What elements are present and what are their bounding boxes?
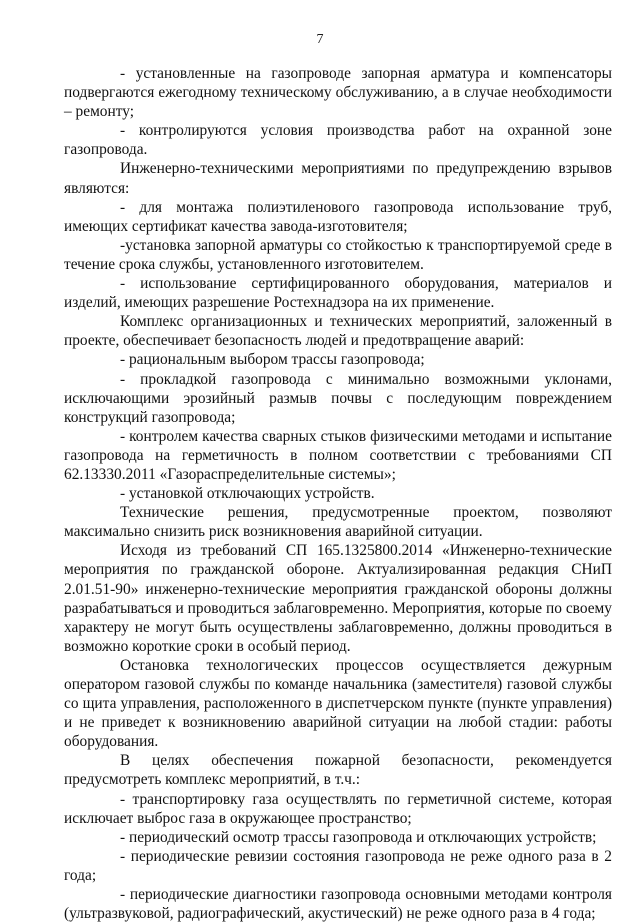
paragraph: Комплекс организационных и технических мероприятий, заложенный в проекте, обеспечивает безопасность людей и предотвращение аварий: bbox=[64, 313, 612, 350]
document-body bbox=[64, 64, 612, 923]
paragraph: Инженерно-техническими мероприятиями по предупреждению взрывов являются: bbox=[64, 160, 612, 197]
paragraph: В целях обеспечения пожарной безопасности, рекомендуется предусмотреть комплекс мероприятий, в т.ч.: bbox=[64, 752, 612, 789]
page-number: 7 bbox=[316, 32, 324, 47]
paragraph: - транспортировку газа осуществлять по герметичной системе, которая исключает выброс газа в окружающее пространство; bbox=[64, 790, 612, 827]
paragraph: - прокладкой газопровода с минимально возможными уклонами, исключающими эрозийный размыв почвы с последующим повреждением конструкций газопровода; bbox=[64, 370, 612, 426]
paragraph: Исходя из требований СП 165.1325800.2014 «Инженерно-технические мероприятия по гражданской обороне. Актуализированная редакция СНиП 2.01.51-90» инженерно-технические мероприятия гражданской обороны должны разрабатываться и проводиться заблаговременно. Мероприятия, которые по своему характеру не могут быть осуществлены заблаговременно, должны проводиться в возможно короткие сроки в особый период. bbox=[64, 542, 612, 655]
paragraph: - установленные на газопроводе запорная арматура и компенсаторы подвергаются ежегодному техническому обслуживанию, а в случае необходимости – ремонту; bbox=[64, 65, 612, 121]
paragraph: - периодический осмотр трассы газопровода и отключающих устройств; bbox=[120, 828, 597, 846]
paragraph: Остановка технологических процессов осуществляется дежурным оператором газовой службы по команде начальника (заместителя) газовой службы со щита управления, расположенного в диспетчерском пункте (пункте управления) и не приведет к возникновению аварийной ситуации на любой стадии: работы оборудования. bbox=[64, 656, 612, 751]
paragraph: Технические решения, предусмотренные проектом, позволяют максимально снизить риск возникновения аварийной ситуации. bbox=[64, 504, 612, 541]
paragraph: - периодические ревизии состояния газопровода не реже одного раза в 2 года; bbox=[64, 847, 612, 884]
paragraph: - контролируются условия производства работ на охранной зоне газопровода. bbox=[64, 122, 612, 159]
paragraph: - для монтажа полиэтиленового газопровода использование труб, имеющих сертификат качества завода-изготовителя; bbox=[64, 198, 612, 235]
paragraph: - рациональным выбором трассы газопровода; bbox=[120, 351, 425, 369]
paragraph: - использование сертифицированного оборудования, материалов и изделий, имеющих разрешение Ростехнадзора на их применение. bbox=[64, 275, 612, 312]
paragraph: - установкой отключающих устройств. bbox=[120, 485, 375, 503]
paragraph: - контролем качества сварных стыков физическими методами и испытание газопровода на герметичность в полном соответствии с требованиями СП 62.13330.2011 «Газораспределительные системы»; bbox=[64, 427, 612, 483]
paragraph: - периодические диагностики газопровода основными методами контроля (ультразвуковой, радиографический, акустический) не реже одного раза в 4 года; bbox=[64, 886, 612, 923]
paragraph: -установка запорной арматуры со стойкостью к транспортируемой среде в течение срока службы, установленного изготовителем. bbox=[64, 236, 612, 273]
